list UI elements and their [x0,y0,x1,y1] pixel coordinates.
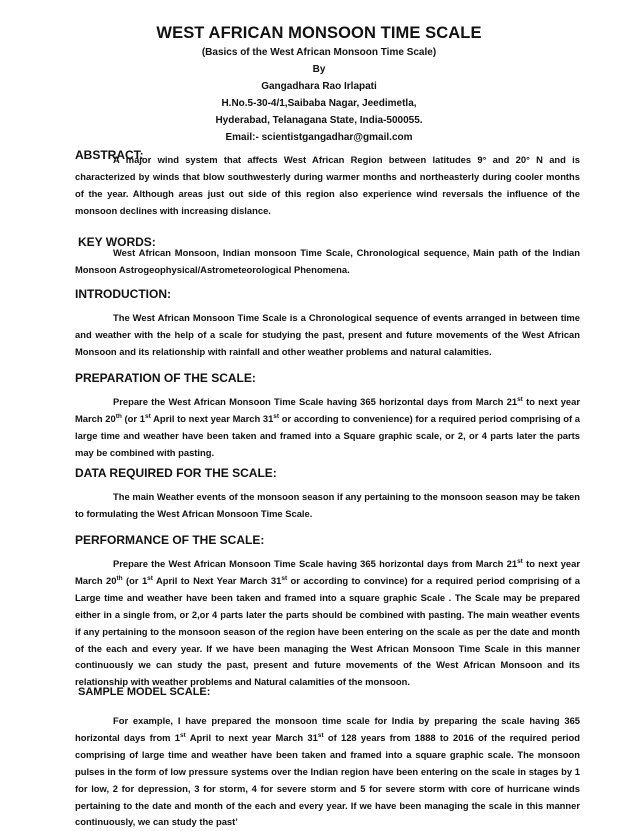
preparation-heading: PREPARATION OF THE SCALE: [75,371,256,385]
abstract-paragraph [75,152,580,220]
introduction-heading: INTRODUCTION: [75,287,171,301]
preparation-text-4: April to next year March 31 [150,412,274,424]
performance-sup-4: st [281,574,288,582]
by-line: By [312,64,326,75]
preparation-paragraph [75,394,580,462]
preparation-sup-3: st [144,412,151,420]
sample-text-1: For example, I have prepared the monsoon time scale for India by preparing the scale having 365 horizontal days from 1 [75,715,580,743]
author-address-line-1: H.No.5-30-4/1,Saibaba Nagar, Jeedimetla, [221,98,417,109]
preparation-sup-2: th [115,412,122,420]
sample-text-3: of 128 years from 1888 to 2016 of the required period comprising of large time and weather have been taken and framed into a square graphic scale. The monsoon pulses in the form of low pressure systems over the Indian region have been entering on the scale in stages by 1 for low, 2 for depression, 3 for storm, 4 for severe storm and 5 for severe storm with core of hurricane winds pertaining to the date and month of the each and every year. If we have been managing the scale in this manner continuously, we can study the past’ [75,731,580,828]
sample-paragraph [75,713,580,831]
introduction-body: The West African Monsoon Time Scale is a Chronological sequence of events arranged in between time and weather with the help of a scale for studying the past, present and future movements of the West African Monsoon and its relationship with rainfall and other weather problems and natural calamities. [75,312,580,357]
sample-sup-2: st [317,731,324,739]
abstract-heading: ABSTRACT: [75,148,144,162]
preparation-text-1: Prepare the West African Monsoon Time Scale having 365 horizontal days from March 21 [113,396,518,407]
performance-text-5: or according to convince) for a required period comprising of a Large time and weather have been taken and framed into a square graphic Scale . The Scale may be prepared either in a single from, or 2,or 4 parts later the parts should be combined with pasting. The main weather events if any pertaining to the monsoon season of the region have been entering on the scale as per the date and month of the each and every year. If we have been managing the West African Monsoon Time Scale in this manner continuously we can study the past, present and future movements of the West African Monsoon and its relationship with weather problems and Natural calamities of the monsoon. [75,574,580,688]
sample-heading: SAMPLE MODEL SCALE: [78,686,211,698]
performance-heading: PERFORMANCE OF THE SCALE: [75,533,265,547]
document-title: WEST AFRICAN MONSOON TIME SCALE [156,24,482,42]
preparation-sup-1: st [517,396,523,403]
sample-sup-1: st [180,731,186,739]
keywords-paragraph [75,245,580,279]
abstract-body: A major wind system that affects West African Region between latitudes 9° and 20° N and is characterized by winds that blow southwesterly during warmer months and northeasterly during cooler months of the year. Although areas just out side of this region also experience wind reversals the influence of the monsoon declines with increasing dislance. [75,154,580,216]
keywords-body: West African Monsoon, Indian monsoon Time Scale, Chronological sequence, Main path of the Indian Monsoon Astrogeophysical/Astrometeorological Phenomena. [75,247,580,275]
performance-sup-3: st [147,574,153,582]
preparation-text-5: or according to convenience) for a required period comprising of a large time and weather have been taken and framed into a Square graphic scale, or 2, or 4 parts later the parts may be combined with pasting. [75,412,580,458]
introduction-paragraph [75,310,580,361]
performance-text-1: Prepare the West African Monsoon Time Scale having 365 horizontal days from March 21 [113,558,518,569]
data-required-body: The main Weather events of the monsoon season if any pertaining to the monsoon season may be taken to formulating the West African Monsoon Time Scale. [75,491,580,519]
data-required-heading: DATA REQUIRED FOR THE SCALE: [75,466,277,480]
performance-text-2: to next year March 20 [75,558,580,586]
performance-sup-1: st [517,558,523,565]
performance-text-3: (or 1 [122,574,148,586]
preparation-sup-4: st [273,412,280,420]
document-subtitle: (Basics of the West African Monsoon Time Scale) [201,47,437,58]
data-required-paragraph [75,489,580,523]
author-name: Gangadhara Rao Irlapati [261,81,377,92]
preparation-text-2: to next year March 20 [75,396,580,424]
performance-text-4: April to Next Year March 31 [152,574,282,586]
performance-paragraph [75,556,580,691]
author-email: Email:- scientistgangadhar@gmail.com [225,132,413,143]
author-address-line-2: Hyderabad, Telanagana State, India-500055. [215,115,423,126]
performance-sup-2: th [116,574,123,582]
keywords-heading: KEY WORDS: [78,235,156,249]
sample-text-2: April to next year March 31 [185,731,318,743]
preparation-text-3: (or 1 [121,412,145,424]
